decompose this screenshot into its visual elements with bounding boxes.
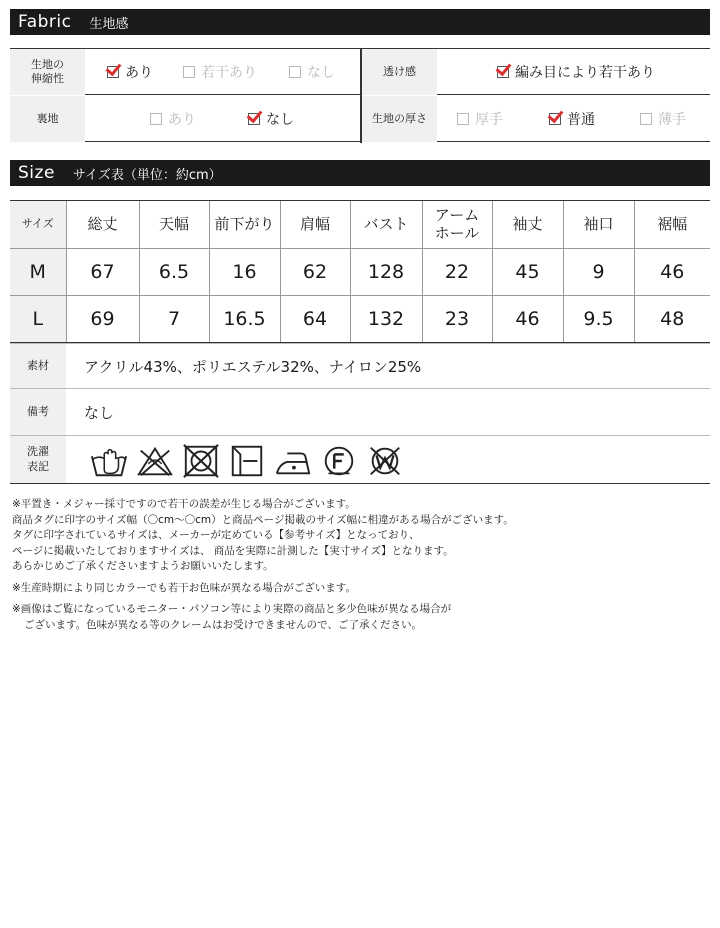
remarks-label: 備考 (10, 389, 66, 435)
checkbox-empty-icon (640, 113, 652, 125)
table-cell: 46 (492, 296, 563, 343)
note-line: ございます。色味が異なる等のクレームはお受けできませんので、ご了承ください。 (24, 618, 422, 631)
care-icons (90, 443, 404, 479)
table-cell: 7 (139, 296, 209, 343)
fabric-subtitle: 生地感 (89, 16, 129, 32)
fabric-table (10, 48, 710, 142)
thickness-label: 生地の厚さ (362, 96, 437, 142)
stretch-option-ari[interactable]: あり (107, 49, 153, 95)
checkbox-checked-icon (549, 113, 561, 125)
fabric-title: Fabric (18, 12, 72, 32)
note-line: 商品タグに印字のサイズ幅（〇cm〜〇cm）と商品ページ掲載のサイズ幅に相違がある場合がございます。 (12, 513, 514, 526)
table-cell: 64 (280, 296, 350, 343)
checkbox-empty-icon (457, 113, 469, 125)
lining-option-ari[interactable]: あり (150, 96, 196, 142)
no-tumble-dry-icon (182, 444, 220, 478)
table-cell: 46 (634, 249, 710, 296)
size-table (10, 200, 710, 343)
note-line: ※画像はご覧になっているモニター・パソコン等により実際の商品と多少色味が異なる場合が (12, 603, 452, 615)
note-line: タグに印字されているサイズは、メーカーが定めている【参考サイズ】となっており、 (12, 529, 420, 541)
sheer-option[interactable]: 編み目により若干あり (497, 49, 655, 95)
thickness-option-usude[interactable]: 薄手 (640, 96, 686, 142)
header-shoulder: 肩幅 (280, 201, 350, 249)
table-cell: 62 (280, 249, 350, 296)
table-cell: 45 (492, 249, 563, 296)
table-cell: 67 (66, 249, 139, 296)
header-size: サイズ (10, 201, 66, 249)
no-bleach-icon (136, 444, 174, 478)
hand-wash-icon (90, 444, 128, 478)
table-cell: 9 (563, 249, 634, 296)
table-cell: 132 (350, 296, 422, 343)
header-neck-width: 天幅 (139, 201, 209, 249)
material-row (10, 343, 710, 389)
thickness-option-futsu[interactable]: 普通 (549, 96, 595, 142)
table-cell: 6.5 (139, 249, 209, 296)
table-cell: 9.5 (563, 296, 634, 343)
table-cell: 22 (422, 249, 492, 296)
stretch-option-jakkan[interactable]: 若干あり (183, 49, 257, 95)
thickness-option-atsude[interactable]: 厚手 (457, 96, 503, 142)
table-cell: 23 (422, 296, 492, 343)
remarks-value: なし (84, 403, 115, 422)
size-subtitle: サイズ表（単位：約cm） (72, 167, 222, 183)
size-label: M (10, 249, 66, 296)
lining-option-nashi[interactable]: なし (248, 96, 294, 142)
table-cell: 16 (209, 249, 280, 296)
fabric-section-header (10, 9, 710, 35)
size-section-header (10, 160, 710, 186)
table-cell: 69 (66, 296, 139, 343)
header-sleeve-length: 袖丈 (492, 201, 563, 249)
checkbox-checked-icon (497, 66, 509, 78)
header-front-drop: 前下がり (209, 201, 280, 249)
table-row (10, 249, 710, 296)
care-row (10, 436, 710, 484)
header-hem: 裾幅 (634, 201, 710, 249)
material-value: アクリル43%、ポリエステル32%、ナイロン25% (84, 357, 422, 376)
size-label: L (10, 296, 66, 343)
sheer-label: 透け感 (362, 49, 437, 95)
no-wet-clean-icon (366, 444, 404, 478)
remarks-row (10, 389, 710, 436)
checkbox-checked-icon (107, 66, 119, 78)
header-bust: バスト (350, 201, 422, 249)
table-cell: 128 (350, 249, 422, 296)
checkbox-empty-icon (183, 66, 195, 78)
checkbox-checked-icon (248, 113, 260, 125)
line-dry-shade-icon (228, 444, 266, 478)
stretch-label: 生地の 伸縮性 (10, 49, 85, 95)
table-row (10, 296, 710, 343)
notes (12, 497, 712, 633)
note-line: あらかじめご了承くださいますようお願いいたします。 (12, 560, 274, 572)
stretch-option-nashi[interactable]: なし (289, 49, 335, 95)
size-table-header (10, 201, 710, 249)
note-line: ※平置き・メジャー採寸ですので若干の誤差が生じる場合がございます。 (12, 498, 356, 510)
table-cell: 48 (634, 296, 710, 343)
table-cell: 16.5 (209, 296, 280, 343)
low-iron-icon (274, 444, 312, 478)
dry-clean-f-icon (320, 444, 358, 478)
header-cuff: 袖口 (563, 201, 634, 249)
note-line: ページに掲載いたしておりますサイズは、 商品を実際に計測した【実寸サイズ】となります。 (12, 544, 454, 557)
fabric-row-2 (10, 96, 710, 142)
care-label: 洗濯 表記 (10, 436, 66, 483)
header-armhole: アーム ホール (422, 201, 492, 249)
checkbox-empty-icon (150, 113, 162, 125)
lining-label: 裏地 (10, 96, 85, 142)
note-line: ※生産時期により同じカラーでも若干お色味が異なる場合がございます。 (12, 581, 356, 594)
header-length: 総丈 (66, 201, 139, 249)
fabric-row-1 (10, 49, 710, 95)
material-label: 素材 (10, 344, 66, 388)
size-title: Size (18, 163, 55, 183)
checkbox-empty-icon (289, 66, 301, 78)
